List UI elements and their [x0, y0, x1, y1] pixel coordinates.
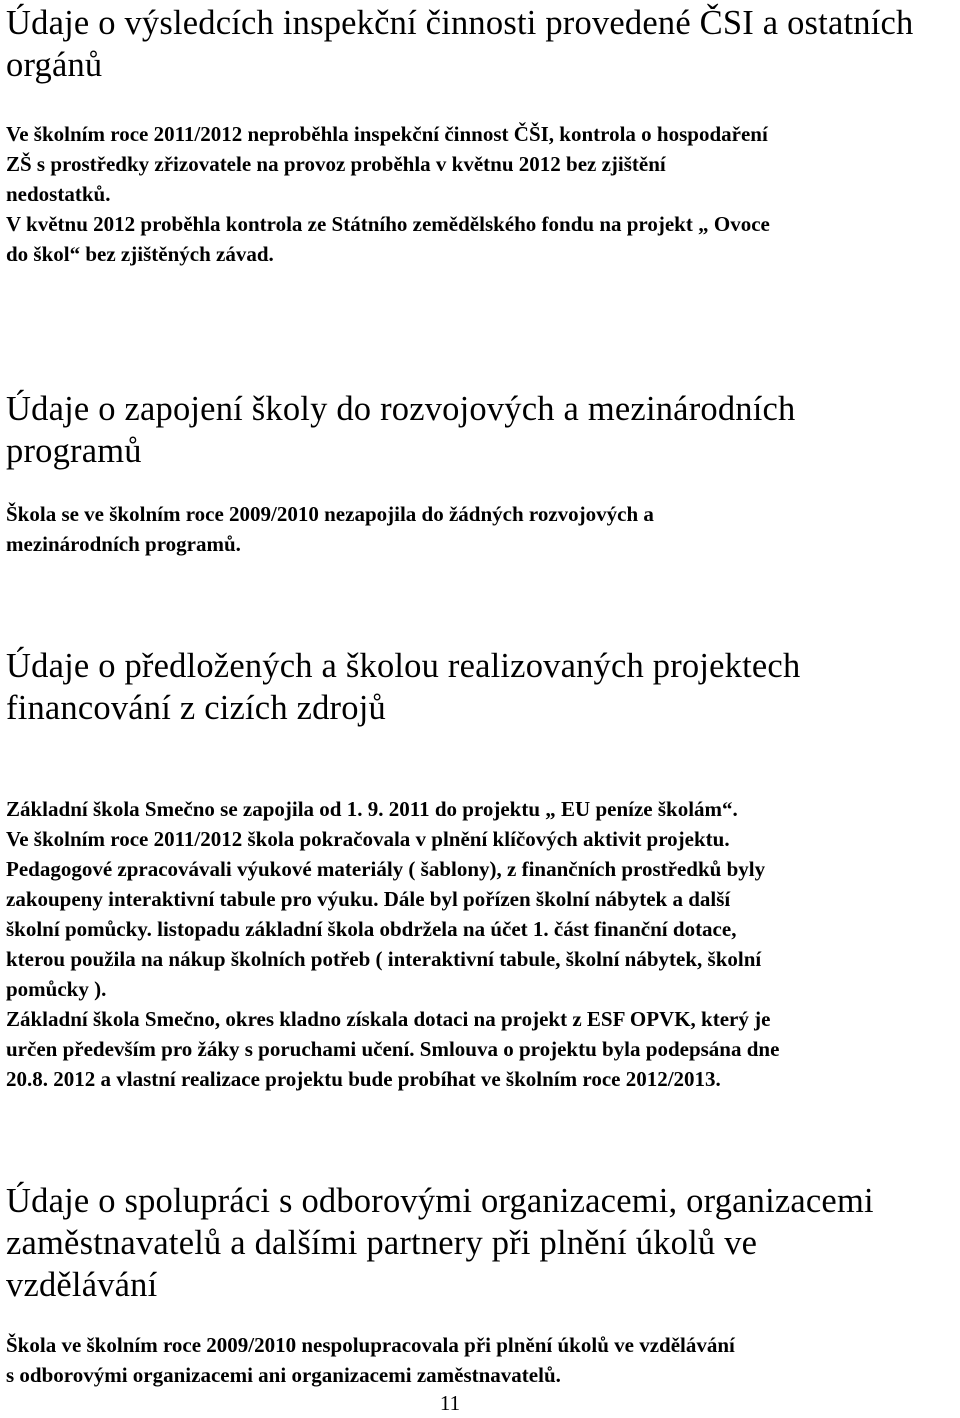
paragraph-line: Škola ve školním roce 2009/2010 nespolupracovala při plnění úkolů ve vzdělávání [6, 1333, 735, 1357]
paragraph-line: Pedagogové zpracovávali výukové materiály ( šablony), z finančních prostředků byly [6, 857, 766, 881]
heading-line: financování z cizích zdrojů [6, 689, 386, 727]
paragraph-line: Ve školním roce 2011/2012 škola pokračovala v plnění klíčových aktivit projektu. [6, 827, 730, 851]
paragraph-line: V květnu 2012 proběhla kontrola ze Státního zemědělského fondu na projekt „ Ovoce [6, 212, 770, 236]
heading-line: zaměstnavatelů a dalšími partnery při plnění úkolů ve [6, 1224, 758, 1262]
section-paragraph [6, 119, 770, 269]
section-projects-body [6, 794, 779, 1094]
paragraph-line: do škol“ bez zjištěných závad. [6, 242, 274, 266]
heading-line: vzdělávání [6, 1266, 158, 1304]
paragraph-line: Základní škola Smečno, okres kladno získala dotaci na projekt z ESF OPVK, který je [6, 1007, 771, 1031]
paragraph-line: Škola se ve školním roce 2009/2010 nezapojila do žádných rozvojových a [6, 502, 654, 526]
paragraph-line: školní pomůcky. listopadu základní škola obdržela na účet 1. část finanční dotace, [6, 917, 737, 941]
paragraph-line: určen především pro žáky s poruchami učení. Smlouva o projektu byla podepsána dne [6, 1037, 780, 1061]
section-paragraph [6, 794, 779, 1094]
section-heading [6, 1180, 874, 1306]
section-programs [6, 388, 795, 472]
paragraph-line: s odborovými organizacemi ani organizacemi zaměstnavatelů. [6, 1363, 561, 1387]
paragraph-line: zakoupeny interaktivní tabule pro výuku. Dále byl pořízen školní nábytek a další [6, 887, 731, 911]
paragraph-line: 20.8. 2012 a vlastní realizace projektu bude probíhat ve školním roce 2012/2013. [6, 1067, 721, 1091]
paragraph-line: Ve školním roce 2011/2012 neproběhla inspekční činnost ČŠI, kontrola o hospodaření [6, 122, 768, 146]
section-inspection [6, 2, 913, 86]
section-cooperation [6, 1180, 874, 1306]
section-heading [6, 388, 795, 472]
paragraph-line: ZŠ s prostředky zřizovatele na provoz proběhla v květnu 2012 bez zjištění [6, 152, 666, 176]
page-number: 11 [439, 1391, 461, 1415]
paragraph-line: kterou použila na nákup školních potřeb ( interaktivní tabule, školní nábytek, školní [6, 947, 762, 971]
section-inspection-body [6, 119, 770, 269]
paragraph-line: nedostatků. [6, 182, 111, 206]
section-heading [6, 2, 913, 86]
heading-line: programů [6, 432, 142, 470]
heading-line: orgánů [6, 46, 103, 84]
section-heading [6, 645, 800, 729]
section-paragraph [6, 1330, 735, 1390]
paragraph-line: mezinárodních programů. [6, 532, 241, 556]
section-paragraph [6, 499, 654, 559]
section-programs-body [6, 499, 654, 559]
section-cooperation-body [6, 1330, 735, 1390]
paragraph-line: pomůcky ). [6, 977, 107, 1001]
heading-line: Údaje o výsledcích inspekční činnosti provedené ČSI a ostatních [6, 4, 914, 42]
section-projects [6, 645, 800, 729]
heading-line: Údaje o zapojení školy do rozvojových a mezinárodních [6, 390, 796, 428]
paragraph-line: Základní škola Smečno se zapojila od 1. 9. 2011 do projektu „ EU peníze školám“. [6, 797, 738, 821]
heading-line: Údaje o spolupráci s odborovými organizacemi, organizacemi [6, 1182, 874, 1220]
heading-line: Údaje o předložených a školou realizovaných projektech [6, 647, 801, 685]
